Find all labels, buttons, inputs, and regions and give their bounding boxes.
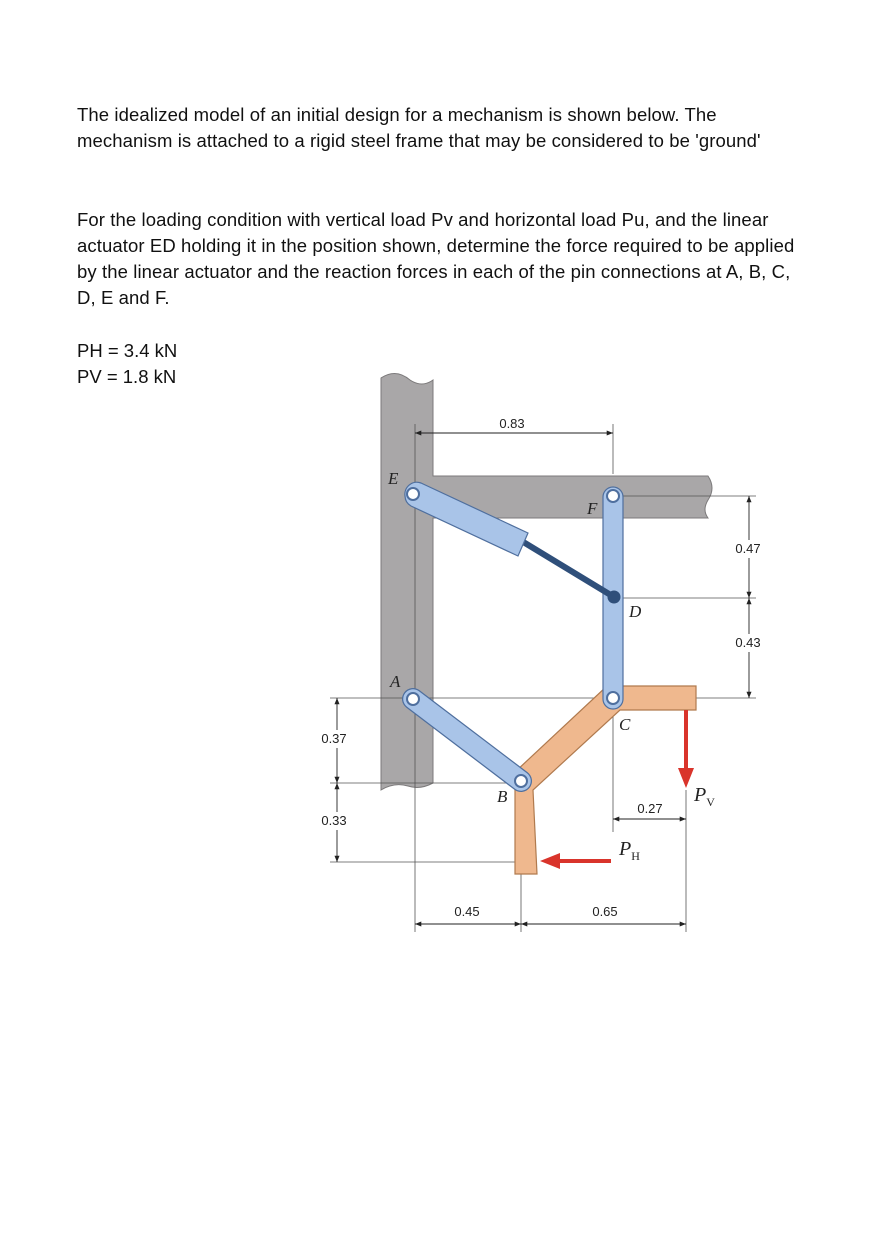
label-c: C: [619, 715, 631, 734]
task-paragraph: For the loading condition with vertical load Pv and horizontal load Pu, and the linear actuator ED holding it in the position shown, determine the force required to be applied by the linear actuator and the reaction forces in each of the pin connections at A, B, C, D, E and F.: [77, 209, 795, 308]
pin-a: [407, 693, 419, 705]
dim-right-upper: 0.47: [735, 541, 761, 556]
actuator-rod: [520, 540, 614, 597]
pin-f: [607, 490, 619, 502]
label-b: B: [497, 787, 508, 806]
label-pv: $P_V$: [694, 784, 715, 809]
label-e: E: [388, 469, 399, 488]
dim-left-lower: 0.33: [321, 813, 347, 828]
actuator-rod-end: [608, 591, 621, 604]
given-ph: PH = 3.4 kN: [77, 340, 178, 361]
label-ph: $P_H$: [619, 838, 640, 863]
dim-bottom-left: 0.45: [454, 904, 480, 919]
dim-left-upper: 0.37: [321, 731, 347, 746]
label-f: F: [587, 499, 598, 518]
dim-top-width: 0.83: [499, 416, 525, 431]
intro-paragraph: The idealized model of an initial design for a mechanism is shown below. The mechanism is attached to a rigid steel frame that may be considered to be 'ground': [77, 104, 761, 151]
pin-c: [607, 692, 619, 704]
ground-frame: [381, 373, 712, 790]
given-pv: PV = 1.8 kN: [77, 366, 177, 387]
pin-e: [407, 488, 419, 500]
load-pv-arrow: [678, 710, 694, 788]
label-a: A: [390, 672, 401, 691]
label-d: D: [629, 602, 642, 621]
load-ph-arrow: [540, 853, 611, 869]
dim-pv-offset: 0.27: [637, 801, 663, 816]
bell-crank: [515, 686, 696, 874]
dim-bottom-right: 0.65: [592, 904, 618, 919]
dim-right-lower: 0.43: [735, 635, 761, 650]
pin-b: [515, 775, 527, 787]
